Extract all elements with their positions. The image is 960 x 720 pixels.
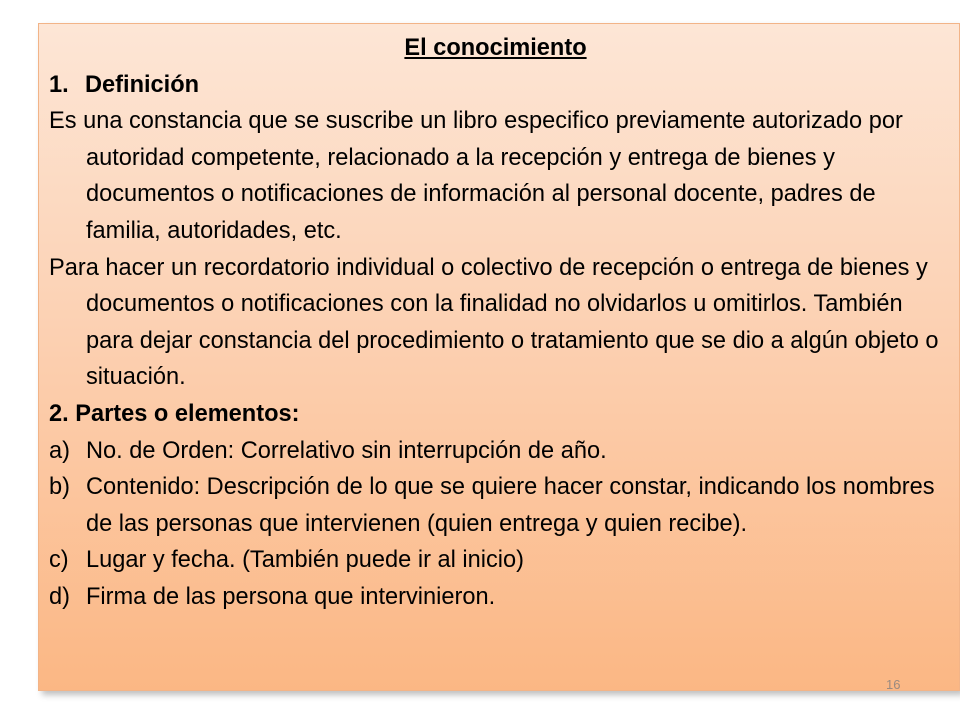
list-marker: d) <box>49 583 70 610</box>
page-number: 16 <box>886 677 901 692</box>
list-item <box>49 542 954 579</box>
definition-paragraph: Es una constancia que se suscribe un libro especifico previamente autorizado por autoridad competente, relacionado a la recepción y entrega de bienes y documentos o notificaciones de información al personal docente, padres de familia, autoridades, etc. <box>49 108 903 244</box>
section-definicion <box>49 67 954 104</box>
list-marker: c) <box>49 547 69 574</box>
purpose-paragraph: Para hacer un recordatorio individual o colectivo de recepción o entrega de bienes y documentos o notificaciones con la finalidad no olvidarlos u omitirlos. También para dejar constancia del procedimiento o tratamiento que se dio a algún objeto o situación. <box>49 254 939 391</box>
list-item-text: Lugar y fecha. (También puede ir al inicio) <box>86 547 525 574</box>
list-item <box>49 579 954 616</box>
list-marker: b) <box>49 474 70 501</box>
list-item-text: No. de Orden: Correlativo sin interrupción de año. <box>86 437 607 464</box>
list-item <box>49 469 954 542</box>
section-number: 1. <box>49 71 69 98</box>
slide-content <box>49 30 954 616</box>
list-marker: a) <box>49 437 70 464</box>
section-label: Definición <box>85 71 200 98</box>
list-item-text: Contenido: Descripción de lo que se quiere hacer constar, indicando los nombres de las personas que intervienen (quien entrega y quien recibe). <box>86 474 935 537</box>
slide-title: El conocimiento <box>404 35 587 61</box>
section-partes: 2. Partes o elementos: <box>49 400 300 427</box>
list-item-text: Firma de las persona que intervinieron. <box>86 583 496 610</box>
list-item <box>49 433 954 470</box>
